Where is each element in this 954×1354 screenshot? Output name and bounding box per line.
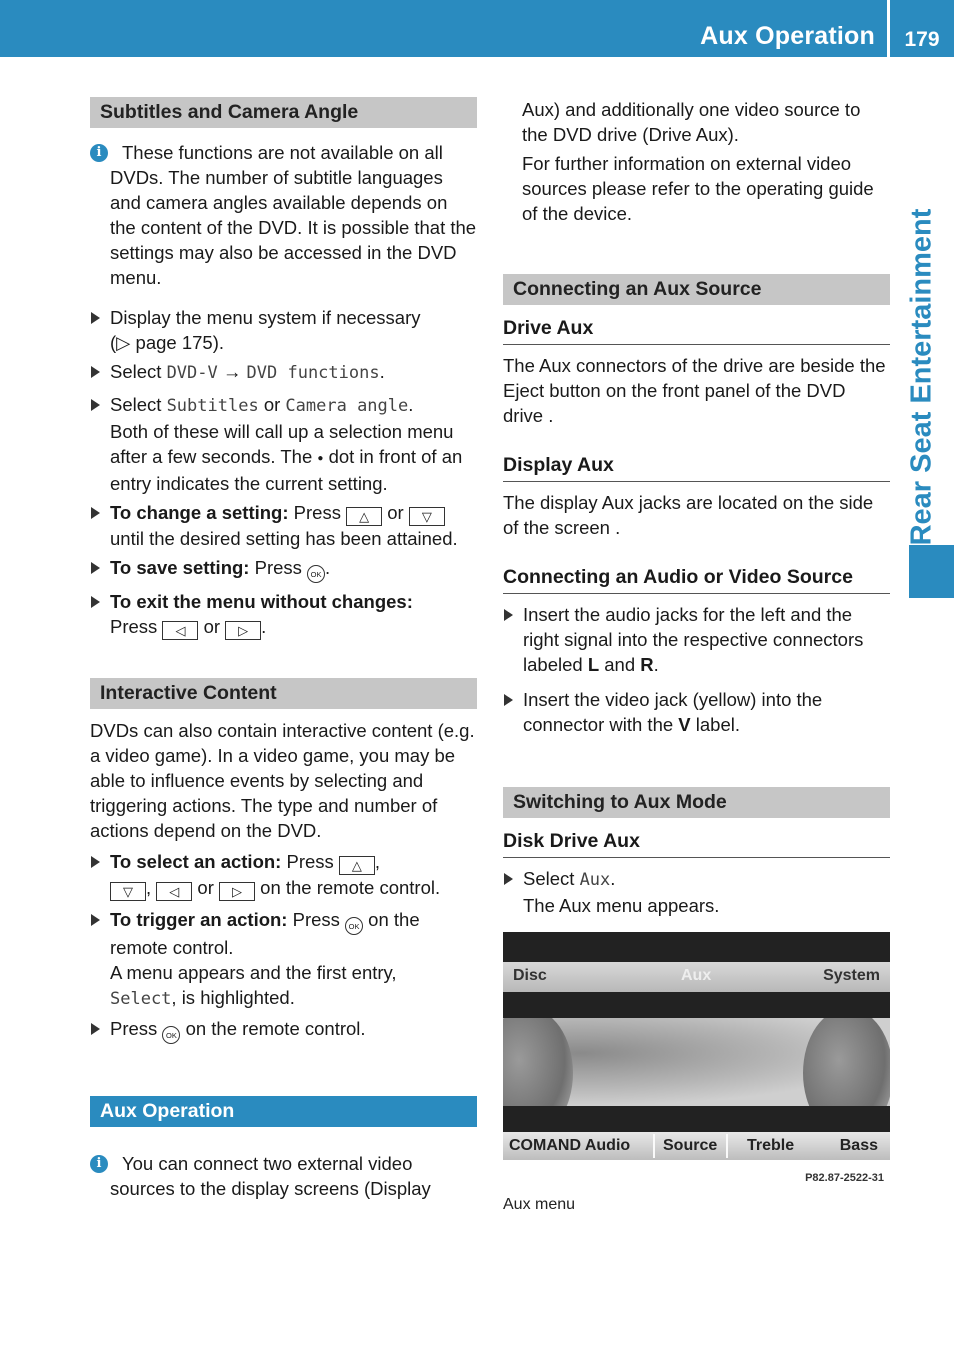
subheading-drive-aux: Drive Aux — [503, 317, 890, 345]
step-trigger-action: To trigger an action: Press OK on the remote control. A menu appears and the first entry, Select, is highlighted. — [90, 907, 477, 1012]
screen-dark-band — [503, 1106, 890, 1132]
screen-video-area — [503, 1018, 890, 1106]
section-title: Aux Operation — [700, 22, 875, 50]
menu-code: Camera angle — [285, 396, 409, 416]
ok-button-icon: OK — [162, 1026, 180, 1044]
ok-button-icon: OK — [307, 565, 325, 583]
right-column — [503, 97, 890, 1214]
bottom-item-bass: Bass — [839, 1137, 878, 1154]
aux-menu-screenshot — [503, 932, 890, 1184]
page-number: 179 — [904, 28, 940, 51]
menu-item-disc: Disc — [513, 967, 547, 984]
up-key-icon: △ — [339, 856, 375, 875]
step-select-dvd-functions: Select DVD-V → DVD functions. — [90, 359, 477, 386]
menu-code: DVD-V — [166, 363, 218, 383]
left-key-icon: ◁ — [162, 621, 198, 640]
aux-continuation-2: For further information on external video sources please refer to the operating guide of the device. — [522, 153, 874, 224]
left-key-icon: ◁ — [156, 882, 192, 901]
step-select-action: To select an action: Press △ , ▽ , ◁ or ▷ on the remote control. — [90, 849, 477, 901]
menu-code: Subtitles — [166, 396, 259, 416]
info-icon: i — [90, 144, 108, 162]
left-column — [90, 97, 477, 1201]
menu-item-aux: Aux — [681, 967, 712, 984]
video-image-shape — [503, 1018, 573, 1106]
heading-subtitles: Subtitles and Camera Angle — [90, 97, 477, 128]
side-tab-marker — [909, 545, 954, 598]
step-change-setting: To change a setting: Press △ or ▽ until the desired setting has been attained. — [90, 500, 477, 551]
page-reference: (▷ page 175). — [110, 332, 224, 353]
menu-code: DVD functions — [246, 363, 380, 383]
right-key-icon: ▷ — [219, 882, 255, 901]
info-note-subtitles — [90, 140, 477, 290]
bottom-item-source: Source — [663, 1137, 718, 1154]
screen-dark-band — [503, 992, 890, 1018]
up-key-icon: △ — [346, 507, 382, 526]
heading-interactive: Interactive Content — [90, 678, 477, 709]
bottom-item-comand-audio: COMAND Audio — [509, 1137, 631, 1154]
step-display-menu: Display the menu system if necessary (▷ page 175). — [90, 305, 477, 355]
subheading-display-aux: Display Aux — [503, 454, 890, 482]
step-insert-video: Insert the video jack (yellow) into the connector with the V label. — [503, 687, 890, 737]
page-header — [0, 0, 954, 57]
bottom-separator — [726, 1134, 728, 1158]
info-note-aux — [90, 1151, 477, 1201]
screen-top-bar — [503, 932, 890, 962]
drive-aux-text: The Aux connectors of the drive are beside the Eject button on the front panel of the DVD drive . — [503, 355, 886, 426]
menu-item-system: System — [823, 967, 880, 984]
menu-code: Select — [110, 989, 172, 1009]
heading-connecting: Connecting an Aux Source — [503, 274, 890, 305]
display-aux-text: The display Aux jacks are located on the side of the screen . — [503, 492, 874, 538]
down-key-icon: ▽ — [409, 507, 445, 526]
step-select-subtitles: Select Subtitles or Camera angle. Both of these will call up a selection menu after a few seconds. The ● dot in front of an entry indicates the current setting. — [90, 392, 477, 496]
step-save-setting: To save setting: Press OK . — [90, 555, 477, 583]
screen-main-menu — [503, 962, 890, 992]
step-select-aux: Select Aux. The Aux menu appears. — [503, 866, 890, 918]
subheading-connect-av: Connecting an Audio or Video Source — [503, 566, 890, 594]
interactive-text: DVDs can also contain interactive content (e.g. a video game). In a video game, you may be able to influence events by selecting and triggering actions. The type and number of actions depend on the DVD. — [90, 720, 475, 841]
heading-aux-operation: Aux Operation — [90, 1096, 477, 1127]
video-image-shape — [803, 1018, 890, 1106]
figure-reference: P82.87-2522-31 — [805, 1172, 884, 1184]
subheading-disk-drive-aux: Disk Drive Aux — [503, 830, 890, 858]
screen-bottom-bar — [503, 1132, 890, 1160]
menu-code: Aux — [579, 870, 611, 890]
info-text: These functions are not available on all DVDs. The number of subtitle languages and camera angles available depends on the content of the DVD. It is possible that the settings may also be accessed in the DVD menu. — [110, 142, 477, 288]
heading-switching: Switching to Aux Mode — [503, 787, 890, 818]
right-key-icon: ▷ — [225, 621, 261, 640]
info-text: You can connect two external video sources to the display screens (Display — [110, 1153, 431, 1199]
step-press-ok: Press OK on the remote control. — [90, 1016, 477, 1044]
down-key-icon: ▽ — [110, 882, 146, 901]
figure-caption: Aux menu — [503, 1196, 576, 1213]
aux-continuation-1: Aux) and additionally one video source to the DVD drive (Drive Aux). — [522, 99, 861, 145]
ok-button-icon: OK — [345, 917, 363, 935]
side-tab-label: Rear Seat Entertainment — [905, 208, 938, 546]
bullet-dot: ● — [317, 453, 324, 464]
bottom-item-treble: Treble — [747, 1137, 795, 1154]
bottom-separator — [653, 1134, 655, 1158]
step-exit-menu: To exit the menu without changes: Press ◁ or ▷ . — [90, 589, 477, 640]
step-insert-audio: Insert the audio jacks for the left and the right signal into the respective connectors labeled L and R. — [503, 602, 890, 677]
info-icon: i — [90, 1155, 108, 1173]
